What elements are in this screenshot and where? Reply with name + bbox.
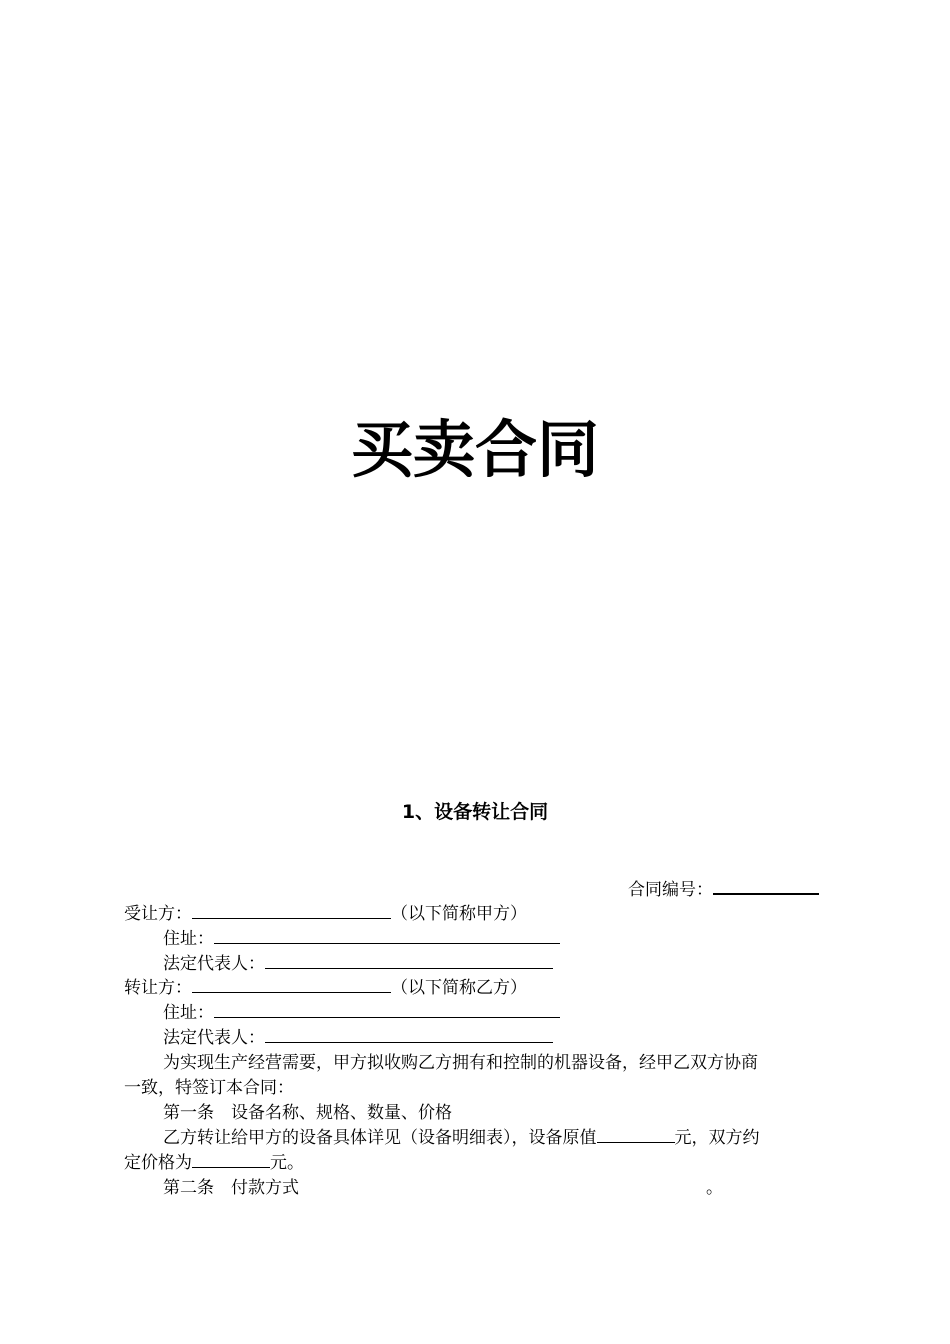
transferee-legal-rep-label: 法定代表人：	[163, 954, 265, 974]
transferor-suffix: （以下简称乙方）	[391, 978, 527, 998]
article-1-text-a: 乙方转让给甲方的设备具体详见（设备明细表），设备原值	[163, 1128, 597, 1148]
article-2-title: 第二条 付款方式	[163, 1178, 299, 1198]
transferor-address-label: 住址：	[163, 1003, 214, 1023]
article-1-text-b: 元，双方约	[674, 1128, 760, 1148]
contract-number-label: 合同编号：	[628, 880, 713, 900]
transferee-address-label: 住址：	[163, 929, 214, 949]
transferee-label: 受让方：	[124, 904, 192, 924]
transferor-legal-rep-blank	[265, 1026, 553, 1043]
transferor-blank	[192, 976, 391, 993]
agreed-price-blank	[192, 1151, 270, 1168]
transferee-legal-rep-blank	[265, 952, 553, 969]
contract-number-blank	[713, 877, 819, 895]
preamble-line-2: 一致，特签订本合同：	[124, 1078, 294, 1098]
article-1-text-line-2	[124, 1151, 304, 1175]
transferee-legal-rep-line	[163, 952, 553, 976]
transferor-address-blank	[214, 1001, 560, 1018]
transferor-legal-rep-label: 法定代表人：	[163, 1028, 265, 1048]
transferee-address-line	[163, 927, 560, 951]
article-1-title: 第一条 设备名称、规格、数量、价格	[163, 1103, 452, 1123]
transferee-suffix: （以下简称甲方）	[391, 904, 527, 924]
transferor-legal-rep-line	[163, 1026, 553, 1050]
original-value-blank	[597, 1126, 675, 1143]
section-heading: 1、设备转让合同	[401, 801, 549, 823]
article-1-text-c: 定价格为	[124, 1153, 192, 1173]
document-title: 买卖合同	[350, 413, 599, 486]
article-1-text-d: 元。	[270, 1153, 304, 1173]
preamble-line-1: 为实现生产经营需要，甲方拟收购乙方拥有和控制的机器设备，经甲乙双方协商	[163, 1053, 758, 1073]
article-2-trailing-period: 。	[706, 1178, 723, 1198]
contract-number-line	[628, 877, 819, 902]
transferee-address-blank	[214, 927, 560, 944]
transferor-line	[124, 976, 527, 1000]
article-1-text-line-1	[163, 1126, 760, 1150]
transferor-label: 转让方：	[124, 978, 192, 998]
transferee-line	[124, 902, 527, 926]
transferee-blank	[192, 902, 391, 919]
transferor-address-line	[163, 1001, 560, 1025]
